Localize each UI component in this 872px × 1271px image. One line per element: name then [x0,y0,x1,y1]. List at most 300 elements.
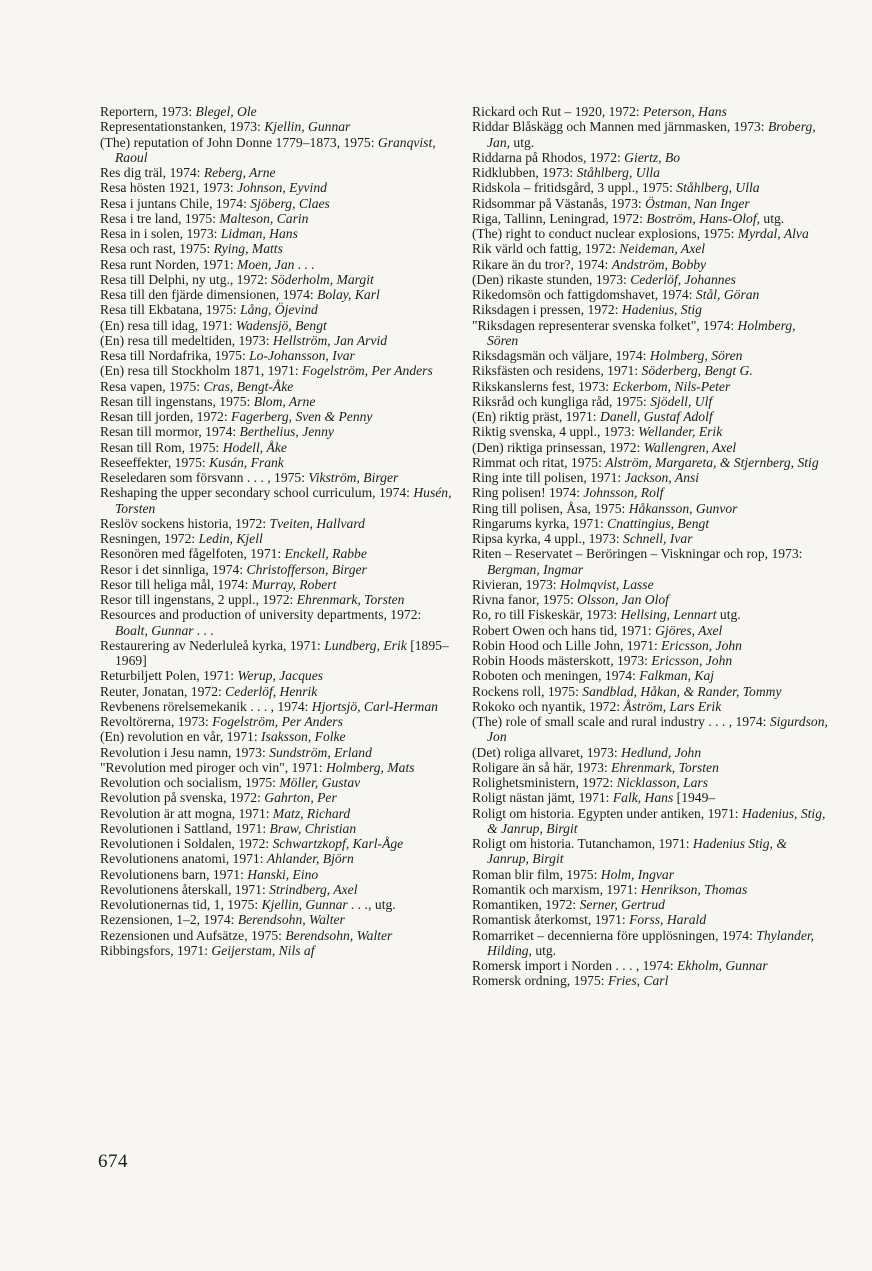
entry-author: Johnsson, Rolf [583,485,664,501]
entry-title: Romersk ordning, 1975: [472,973,608,989]
entry-title: Resa och rast, 1975: [100,241,214,257]
entry-author: Neideman, Axel [619,241,706,257]
entry-title: Riga, Tallinn, Leningrad, 1972: [472,210,647,226]
index-entry [100,409,456,424]
index-entry [100,272,456,287]
entry-author: Ahlander, Björn [266,851,354,867]
index-entry [100,714,456,729]
entry-author: Fogelström, Per Anders [212,714,343,729]
index-entry [100,851,456,866]
index-entry [472,455,830,470]
index-entry [100,470,456,485]
entry-title: Rivna fanor, 1975: [472,592,578,607]
entry-author: Holmqvist, Lasse [559,576,654,592]
entry-title: Reuter, Jonatan, 1972: [100,683,226,699]
entry-title: Riksdagen i pressen, 1972: [472,302,622,318]
entry-title: Revolution på svenska, 1972: [100,790,265,806]
entry-author: Boalt, Gunnar . . . [115,622,214,638]
entry-author: Holm, Ingvar [600,866,675,882]
index-entry [472,806,830,837]
entry-author: Strindberg, Axel [269,881,358,897]
entry-title: Reslöv sockens historia, 1972: [100,515,270,531]
entry-author: Tveiten, Hallvard [269,515,365,531]
entry-title: Resa till den fjärde dimensionen, 1974: [100,287,318,302]
entry-author: Christofferson, Birger [246,561,367,577]
entry-author: Andström, Bobby [611,256,707,272]
entry-title: Rimmat och ritat, 1975: [472,454,606,470]
index-entry [100,882,456,897]
entry-title: Resa i tre land, 1975: [100,210,220,226]
entry-author: Rying, Matts [213,241,283,257]
entry-title: Ripsa kyrka, 4 uppl., 1973: [472,531,624,546]
index-entry [100,745,456,760]
index-entry [100,577,456,592]
entry-author: Sigurdson, Jon [487,714,828,745]
entry-title: Resources and production of university departments, 1972: [100,607,422,623]
index-entry [100,379,456,394]
entry-title: Revolutionens återskall, 1971: [100,881,270,897]
entry-title: Robin Hood och Lille John, 1971: [472,637,662,653]
index-entry [472,409,830,424]
entry-title: Ridklubben, 1973: [472,165,577,180]
index-entry [472,607,830,622]
entry-title: Resningen, 1972: [100,531,199,546]
index-entry [472,775,830,790]
index-entry [472,485,830,500]
entry-author: Serner, Gertrud [579,897,665,912]
index-entry [472,928,830,959]
index-entry [100,775,456,790]
entry-title: Revolution är att mogna, 1971: [100,805,273,821]
index-entry [472,257,830,272]
entry-author: Holmberg, Sören [649,348,743,363]
entry-author: Danell, Gustaf Adolf [600,409,713,424]
entry-author: Ekholm, Gunnar [677,958,768,973]
entry-suffix: utg. [510,134,535,150]
entry-author: Söderholm, Margit [271,271,374,287]
index-entry [100,394,456,409]
index-entry [472,958,830,973]
entry-author: Peterson, Hans [643,104,727,119]
index-entry [472,790,830,805]
entry-title: Roboten och meningen, 1974: [472,668,640,684]
entry-title: Resa vapen, 1975: [100,378,204,394]
entry-author: Östman, Nan Inger [645,195,750,211]
entry-title: Ring inte till polisen, 1971: [472,470,625,485]
index-entry [472,699,830,714]
entry-title: Roman blir film, 1975: [472,866,601,882]
entry-title: Resa runt Norden, 1971: [100,256,238,272]
entry-title: Romantisk återkomst, 1971: [472,912,630,928]
entry-title: Rikare än du tror?, 1974: [472,256,612,272]
index-entry [100,516,456,531]
page-number: 674 [98,1151,128,1172]
index-entry [100,928,456,943]
entry-author: Schnell, Ivar [623,531,693,546]
index-entry [472,196,830,211]
entry-author: Wadensjö, Bengt [235,317,327,333]
entry-title: Revolutionen i Sattland, 1971: [100,820,270,836]
entry-author: Cederlöf, Henrik [225,683,318,699]
entry-title: Riktig svenska, 4 uppl., 1973: [472,424,639,440]
entry-author: Åström, Lars Erik [623,698,722,714]
entry-title: Rokoko och nyantik, 1972: [472,698,624,714]
entry-author: Blegel, Ole [195,104,257,119]
index-entry [100,104,456,119]
index-entry [100,531,456,546]
index-entry [472,867,830,882]
entry-author: Vikström, Birger [308,470,399,485]
entry-author: Sjöberg, Claes [250,195,330,211]
entry-title: Rickard och Rut – 1920, 1972: [472,104,644,119]
entry-author: Stål, Göran [695,287,760,302]
entry-author: Lång, Öjevind [240,302,318,318]
entry-author: Berendsohn, Walter [285,927,393,943]
index-entry [100,363,456,378]
entry-title: Roligt om historia. Egypten under antiken, 1971: [472,805,742,821]
entry-author: Hadenius Stig, & Janrup, Birgit [487,836,787,867]
entry-author: Giertz, Bo [624,149,681,165]
entry-title: Romersk import i Norden . . . , 1974: [472,958,678,973]
index-entry [100,943,456,958]
entry-title: (The) right to conduct nuclear explosions, 1975: [472,226,738,241]
entry-author: Granqvist, Raoul [115,134,436,165]
index-entry [472,760,830,775]
entry-title: Riddarna på Rhodos, 1972: [472,149,625,165]
entry-title: Revolution i Jesu namn, 1973: [100,744,270,760]
index-entry [100,836,456,851]
entry-author: Thylander, Hilding, [487,927,815,958]
entry-author: Ericsson, John [661,637,742,653]
entry-author: Ledin, Kjell [198,531,263,546]
index-entry [100,424,456,439]
entry-title: (Den) rikaste stunden, 1973: [472,271,631,287]
entry-title: Revolutionernas tid, 1, 1975: [100,897,262,912]
entry-title: (Det) roliga allvaret, 1973: [472,744,622,760]
index-entry [100,668,456,683]
entry-author: Gahrton, Per [264,790,337,806]
index-entry [472,150,830,165]
index-entry [100,485,456,516]
entry-author: Werup, Jacques [237,668,324,684]
entry-author: Hodell, Åke [222,439,287,455]
index-entry [472,318,830,349]
entry-title: Revolutionens anatomi, 1971: [100,851,267,867]
index-entry [100,546,456,561]
entry-author: Malteson, Carin [219,210,309,226]
entry-author: Myrdal, Alva [737,226,809,241]
entry-author: Eckerbom, Nils-Peter [612,378,731,394]
entry-title: Resa till Ekbatana, 1975: [100,302,241,318]
index-entry [100,119,456,134]
entry-title: Ribbingsfors, 1971: [100,942,212,958]
entry-author: Blom, Arne [253,393,316,409]
index-entry [472,745,830,760]
entry-author: Falkman, Kaj [639,668,715,684]
entry-author: Ståhlberg, Ulla [676,180,760,196]
index-entry [472,912,830,927]
entry-author: Matz, Richard [272,805,351,821]
entry-author: Isaksson, Folke [261,729,346,745]
index-entry [100,287,456,302]
index-entry [472,119,830,150]
entry-author: Hadenius, Stig, & Janrup, Birgit [487,805,826,836]
index-entry [100,806,456,821]
entry-title: Resonören med fågelfoten, 1971: [100,546,285,562]
index-entry [472,836,830,867]
entry-author: Hellsing, Lennart [620,607,717,623]
index-entry [472,531,830,546]
left-column [100,104,456,958]
entry-title: Rezensionen und Aufsätze, 1975: [100,927,286,943]
index-entry [472,348,830,363]
index-entry [100,241,456,256]
entry-title: Rivieran, 1973: [472,576,560,592]
entry-title: Rolighetsministern, 1972: [472,775,617,790]
entry-author: Hedlund, John [621,744,702,760]
index-entry [472,577,830,592]
entry-author: Bolay, Karl [317,287,380,302]
entry-author: Broberg, Jan, [487,119,816,150]
index-entry [100,302,456,317]
entry-author: Enckell, Rabbe [284,546,367,562]
entry-title: Res dig träl, 1974: [100,165,204,180]
entry-title: Rik värld och fattig, 1972: [472,241,620,257]
entry-title: Returbiljett Polen, 1971: [100,668,238,684]
entry-title: Ro, ro till Fiskeskär, 1973: [472,607,621,623]
entry-title: Resan till ingenstans, 1975: [100,393,254,409]
entry-author: Holmberg, Sören [487,317,796,348]
index-entry [100,607,456,638]
index-entry [100,180,456,195]
entry-author: Hellström, Jan Arvid [272,332,388,348]
entry-title: Reseledaren som försvann . . . , 1975: [100,470,309,485]
entry-title: Resa till Delphi, ny utg., 1972: [100,271,272,287]
entry-author: Kusán, Frank [209,454,284,470]
entry-author: Bergman, Ingmar [487,561,584,577]
index-entry [472,882,830,897]
index-entry [100,821,456,836]
entry-author: Reberg, Arne [203,165,276,180]
entry-author: Husén, Torsten [115,485,452,516]
index-entry [472,165,830,180]
entry-author: Schwartzkopf, Karl-Åge [272,836,404,851]
entry-title: Revolution och socialism, 1975: [100,775,280,790]
entry-title: Roligare än så här, 1973: [472,759,612,775]
entry-title: Roligt om historia. Tutanchamon, 1971: [472,836,693,851]
entry-title: Romarriket – decennierna före upplösningen, 1974: [472,927,757,943]
entry-title: "Revolution med piroger och vin", 1971: [100,759,326,775]
index-entry [100,333,456,348]
entry-author: Lo-Johansson, Ivar [249,348,355,363]
index-entry [100,897,456,912]
entry-author: Falk, Hans [612,790,674,806]
entry-title: Rikedomsön och fattigdomshavet, 1974: [472,287,696,302]
index-entry [472,211,830,226]
entry-title: Ridskola – fritidsgård, 3 uppl., 1975: [472,180,677,196]
entry-author: Cras, Bengt-Åke [203,378,294,394]
index-entry [100,592,456,607]
entry-title: Ridsommar på Västanås, 1973: [472,195,646,211]
entry-title: Revbenens rörelsemekanik . . . , 1974: [100,698,312,714]
entry-title: Reportern, 1973: [100,104,196,119]
entry-author: Boström, Hans-Olof, [646,210,761,226]
entry-title: Riksfästen och residens, 1971: [472,363,642,379]
index-entry [472,684,830,699]
index-entry [472,424,830,439]
entry-author: Forss, Harald [629,912,707,928]
index-entry [100,729,456,744]
entry-author: Ericsson, John [651,653,733,668]
entry-title: Resor till ingenstans, 2 uppl., 1972: [100,592,297,607]
index-entry [100,790,456,805]
entry-author: Wellander, Erik [638,424,723,440]
entry-title: (The) role of small scale and rural industry . . . , 1974: [472,714,770,729]
entry-author: Gjöres, Axel [655,622,723,638]
entry-author: Moen, Jan . . . [237,256,315,272]
index-entry [472,516,830,531]
entry-author: Ehrenmark, Torsten [296,592,405,607]
entry-title: Romantik och marxism, 1971: [472,881,641,897]
entry-title: Rezensionen, 1–2, 1974: [100,912,238,928]
index-entry [100,165,456,180]
entry-suffix: utg. [760,210,785,226]
entry-author: Sundström, Erland [269,744,372,760]
entry-title: (The) reputation of John Donne 1779–1873, 1975: [100,134,378,150]
entry-title: (En) revolution en vår, 1971: [100,729,262,745]
entry-suffix: utg. [531,942,557,958]
entry-author: Henrikson, Thomas [640,881,748,897]
index-entry [100,684,456,699]
entry-title: Resa in i solen, 1973: [100,226,221,241]
entry-author: Hadenius, Stig [621,302,702,318]
index-entry [472,501,830,516]
entry-author: Holmberg, Mats [325,759,415,775]
entry-title: Resa till Nordafrika, 1975: [100,348,250,363]
index-entry [472,668,830,683]
entry-title: Reshaping the upper secondary school curriculum, 1974: [100,485,414,501]
index-entry [472,104,830,119]
entry-title: Resor i det sinnliga, 1974: [100,561,247,577]
entry-title: Revolutionens barn, 1971: [100,866,248,882]
entry-title: Resa i juntans Chile, 1974: [100,195,251,211]
index-entry [100,638,456,669]
index-entry [472,226,830,241]
index-entry [472,470,830,485]
entry-author: Hanski, Eino [247,866,319,882]
entry-title: Riksråd och kungliga råd, 1975: [472,393,651,409]
entry-author: Murray, Robert [251,576,337,592]
index-entry [100,699,456,714]
entry-suffix: , utg. [368,897,396,912]
entry-author: Sandblad, Håkan, & Rander, Tommy [582,683,782,699]
entry-title: Resan till jorden, 1972: [100,409,232,424]
entry-author: Lundberg, Erik [324,637,407,653]
entry-title: "Riksdagen representerar svenska folket", 1974: [472,317,738,333]
entry-title: Resa hösten 1921, 1973: [100,180,238,196]
entry-suffix: [1949– [673,790,716,806]
entry-author: Berthelius, Jenny [239,424,334,440]
index-entry [472,714,830,745]
entry-title: Restaurering av Nederluleå kyrka, 1971: [100,637,325,653]
entry-title: (En) resa till Stockholm 1871, 1971: [100,363,302,379]
entry-title: Revoltörerna, 1973: [100,714,213,729]
index-entry [472,287,830,302]
entry-author: Kjellin, Gunnar [264,119,351,135]
entry-title: Resan till mormor, 1974: [100,424,240,440]
index-entry [100,760,456,775]
entry-title: Representationstanken, 1973: [100,119,265,135]
entry-title: Rikskanslerns fest, 1973: [472,378,613,394]
entry-title: Riksdagsmän och väljare, 1974: [472,348,650,363]
entry-author: Söderberg, Bengt G. [641,363,753,379]
right-column [472,104,830,989]
entry-author: Olsson, Jan Olof [577,592,669,607]
entry-author: Fagerberg, Sven & Penny [231,409,373,424]
entry-title: Resan till Rom, 1975: [100,439,223,455]
entry-author: Hjortsjö, Carl-Herman [311,698,438,714]
entry-title: Reseeffekter, 1975: [100,454,210,470]
entry-title: Robin Hoods mästerskott, 1973: [472,653,652,668]
index-entry [472,394,830,409]
index-entry [100,348,456,363]
entry-author: Berendsohn, Walter [237,912,345,928]
index-entry [472,302,830,317]
entry-title: Robert Owen och hans tid, 1971: [472,622,656,638]
index-entry [100,318,456,333]
index-entry [472,592,830,607]
entry-title: (Den) riktiga prinsessan, 1972: [472,439,644,455]
entry-suffix: utg. [716,607,741,623]
entry-author: Cnattingius, Bengt [607,515,710,531]
entry-author: Alström, Margareta, & Stjernberg, Stig [605,454,819,470]
entry-title: Rockens roll, 1975: [472,683,583,699]
index-entry [472,440,830,455]
index-entry [472,897,830,912]
index-entry [100,867,456,882]
index-entry [472,623,830,638]
entry-author: Möller, Gustav [279,775,361,790]
index-entry [472,546,830,577]
entry-author: Ståhlberg, Ulla [576,165,660,180]
entry-author: Fogelström, Per Anders [302,363,433,379]
index-entry [100,455,456,470]
index-entry [472,638,830,653]
entry-title: Roligt nästan jämt, 1971: [472,790,613,806]
index-entry [100,226,456,241]
index-entry [100,562,456,577]
entry-title: Resor till heliga mål, 1974: [100,576,252,592]
index-entry [472,379,830,394]
index-entry [100,135,456,166]
entry-author: Johnson, Eyvind [237,180,327,196]
entry-author: Nicklasson, Lars [616,775,709,790]
index-entry [472,653,830,668]
entry-author: Lidman, Hans [220,226,298,241]
index-entry [472,241,830,256]
entry-title: Ring polisen! 1974: [472,485,584,501]
entry-author: Sjödell, Ulf [650,393,713,409]
index-entry [472,973,830,988]
index-entry [472,180,830,195]
entry-title: Ring till polisen, Åsa, 1975: [472,500,629,516]
index-entry [100,440,456,455]
entry-title: Revolutionen i Soldalen, 1972: [100,836,273,851]
index-entry [100,196,456,211]
entry-author: Geijerstam, Nils af [211,942,315,958]
entry-author: Cederlöf, Johannes [630,271,736,287]
index-entry [472,363,830,378]
